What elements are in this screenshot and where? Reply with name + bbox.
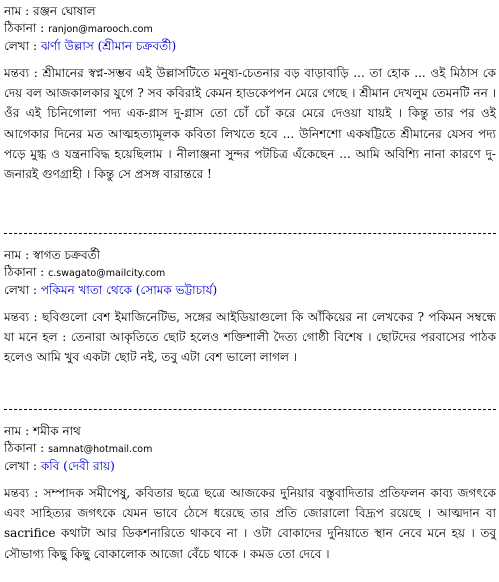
address-label: ঠিকানা :	[4, 21, 45, 35]
comment-text	[4, 483, 496, 564]
comment-body: শ্রীমানের স্বপ্ন-সম্ভব এই উল্লাসটিতে মনুষ্য-চেতনার বড় বাড়াবাড়ি ... তা হোক ... ওই মিঠাস কে দেয় বল আজকালকার যুগে ? সব কবিরাই কেমন হাডকেপপন মেরে গেছে । শ্রীমান দেখলুম তেমনটি নন । ওঁর এই চিনিগোলা পদ্য এক-গ্লাস দু-গ্লাস তো চোঁ চোঁ করে মেরে দেওয়া যায়ই । কিন্তু তার পর ওই আগেকার দিনের মত আত্মহত্যামূলক কবিতা লিখতে হবে ... উনিশশো একষট্টিতে শ্রীমানের যেসব পদ্য পড়ে মুগ্ধ ও যন্ত্রনাবিদ্ধ হয়েছিলাম । নীলাঞ্জনা সুন্দর পটচিত্র এঁকেছেন ... আমি অবিশ্যি নানা কারণে দু-জনারই গুণগ্রাহী । কিন্তু সে প্রসঙ্গ বারান্তরে !	[4, 66, 496, 182]
writing-title: পকিমন খাতা থেকে (সোমক ভট্টাচার্য)	[40, 283, 218, 297]
comment-body: ছবিগুলো বেশ ইমাজিনেটিভ, সঙ্গের আইডিয়াগুলো কি আঁকিয়ের না লেখকের ? পকিমন সম্বন্ধে যা মনে হল : তেনারা আকৃতিতে ছোট হলেও শক্তিশালী দৈত্য গোষ্ঠী বিশেষ । ছোটদের পরবাসের পাঠক হলেও আমি খুব একটা ছোট নই, তবু এটা বেশ ভালো লাগল ।	[4, 310, 496, 365]
writing-title: ঝর্ণা উল্লাস (শ্রীমান চক্রবর্তী)	[40, 39, 177, 53]
address-label: ঠিকানা :	[4, 265, 45, 279]
name-row	[4, 247, 496, 264]
entry-divider	[4, 233, 496, 234]
writing-label: লেখা :	[4, 459, 38, 473]
author-email: samnat@hotmail.com	[48, 444, 153, 455]
author-name: শমীক নাথ	[33, 424, 81, 438]
name-label: নাম :	[4, 248, 30, 262]
address-row	[4, 264, 496, 282]
entry-divider	[4, 409, 496, 410]
address-row	[4, 20, 496, 38]
comment-label: মন্তব্য :	[4, 310, 38, 324]
comment-text	[4, 63, 496, 184]
guestbook-entry	[4, 423, 496, 564]
comment-text	[4, 307, 496, 368]
guestbook-entry	[4, 247, 496, 368]
writing-label: লেখা :	[4, 283, 38, 297]
name-label: নাম :	[4, 424, 30, 438]
address-row	[4, 440, 496, 458]
author-name: স্বাগত চক্রবর্তী	[33, 248, 101, 262]
comment-label: মন্তব্য :	[4, 66, 38, 80]
writing-row	[4, 282, 496, 299]
author-email: c.swagato@mailcity.com	[48, 268, 166, 279]
author-name: রঞ্জন ঘোষাল	[33, 4, 96, 18]
name-row	[4, 3, 496, 20]
writing-row	[4, 458, 496, 475]
writing-label: লেখা :	[4, 39, 38, 53]
address-label: ঠিকানা :	[4, 441, 45, 455]
name-row	[4, 423, 496, 440]
comment-body: সম্পাদক সমীপেষু, কবিতার ছত্রে ছত্রে আজকের দুনিয়ার বস্তুবাদিতার প্রতিফলন কাব্য জগৎকে এবং সাহিত্যর জগৎকে যেমন ভাবে ঠেসে ধরেছে তার প্রতি জোরালো বিদ্রূপ রয়েছে । আত্মদান বা sacrifice কথাটা আর ডিকশনারিতে থাকবে না । ওটা বোকাদের দুনিয়াতে স্থান নেবে মনে হয় । তবু সৌভাগ্য কিছু কিছু বোকালোক আজো বেঁচে থাকে । কমড তো দেবে ।	[4, 486, 496, 561]
author-email: ranjon@marooch.com	[48, 24, 153, 35]
name-label: নাম :	[4, 4, 30, 18]
writing-row	[4, 38, 496, 55]
guestbook-entry	[4, 3, 496, 184]
comment-label: মন্তব্য :	[4, 486, 39, 500]
writing-title: কবি (দেবী রায়)	[40, 459, 115, 473]
